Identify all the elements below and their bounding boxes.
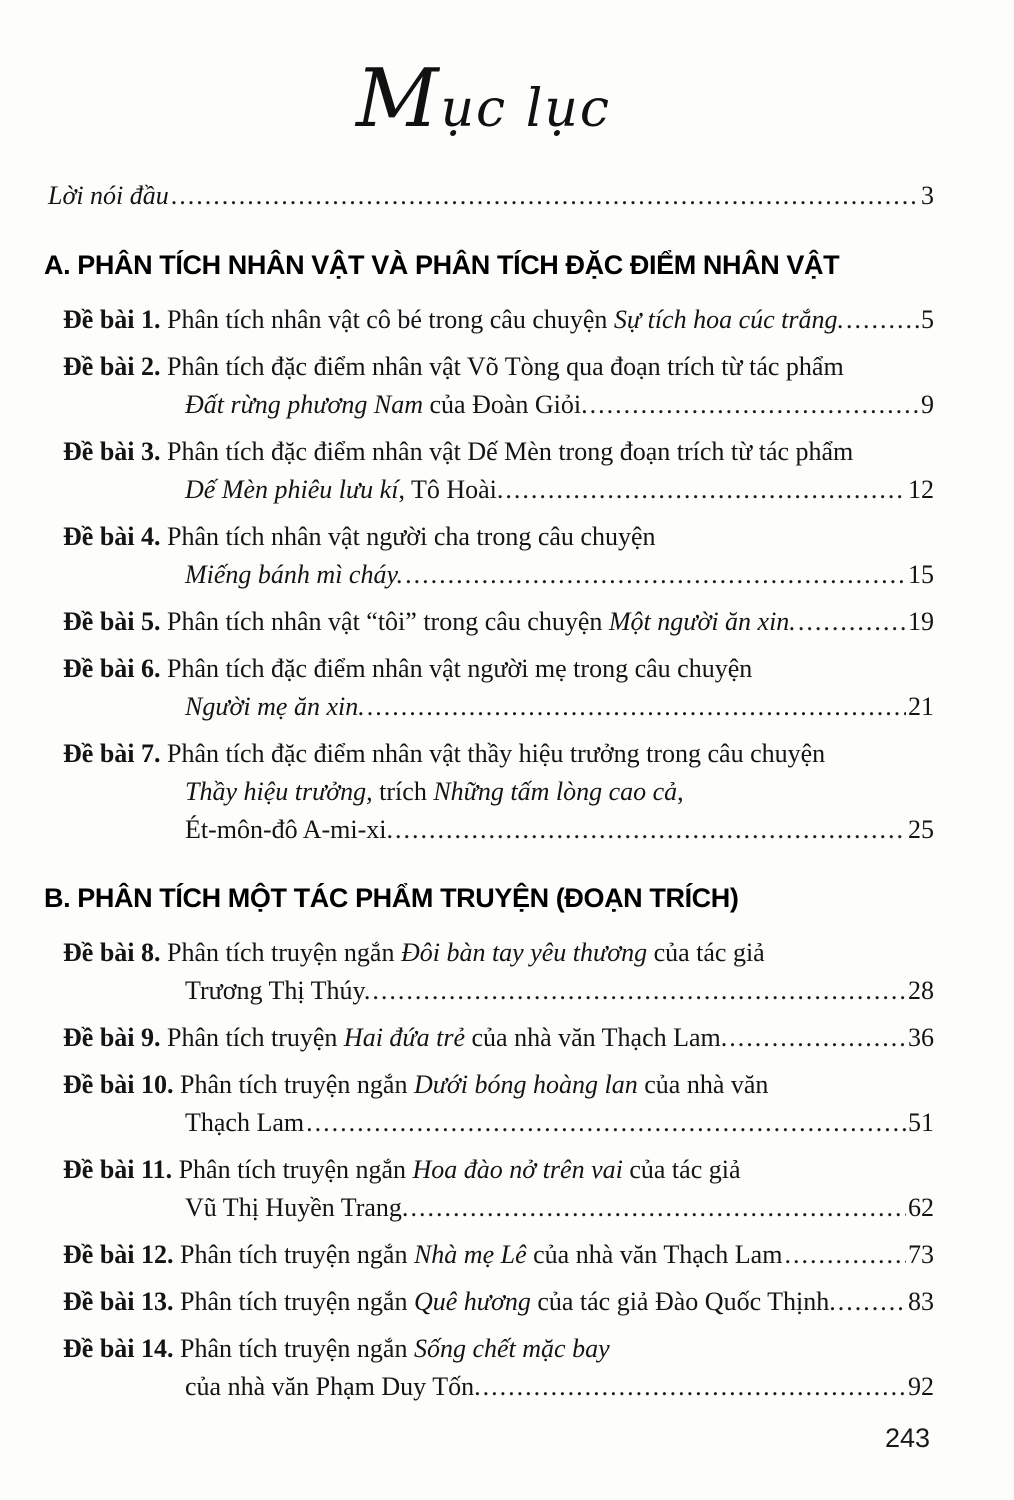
entry-description: Ét-môn-đô A-mi-xi. xyxy=(185,815,393,844)
toc-entry xyxy=(63,301,934,339)
toc-entry-text xyxy=(63,348,844,386)
toc-entry-line xyxy=(63,650,934,688)
entry-description: Trương Thị Thúy. xyxy=(185,976,371,1005)
toc-entry-text xyxy=(63,1151,741,1189)
work-title: Miếng bánh mì cháy. xyxy=(185,560,404,589)
entry-page-number: 25 xyxy=(908,815,934,844)
toc-entry-line xyxy=(63,1236,934,1274)
entry-label: Đề bài 6. xyxy=(63,654,161,683)
entry-page-number: 51 xyxy=(908,1108,934,1137)
work-title: Người mẹ ăn xin. xyxy=(185,692,365,721)
entry-description: của tác giả Đào Quốc Thịnh. xyxy=(530,1287,836,1316)
entry-page-number: 19 xyxy=(908,607,934,636)
toc-entry-line xyxy=(63,1066,934,1104)
entry-description: Phân tích truyện ngắn xyxy=(173,1240,414,1269)
section-heading: A. PHÂN TÍCH NHÂN VẬT VÀ PHÂN TÍCH ĐẶC ĐIỂM NHÂN VẬT xyxy=(44,250,840,280)
dot-leader xyxy=(483,1368,906,1406)
toc-entry-text xyxy=(185,556,403,594)
entry-page-number: 5 xyxy=(921,305,934,334)
entry-description: của nhà văn Thạch Lam xyxy=(526,1240,783,1269)
entry-label: Đề bài 13. xyxy=(63,1287,174,1316)
toc-entry xyxy=(63,1283,934,1321)
toc-entry-line xyxy=(63,1368,934,1406)
entry-description: Vũ Thị Huyền Trang. xyxy=(185,1193,409,1222)
work-title: Đôi bàn tay yêu thương xyxy=(400,938,648,967)
entry-page-number: 92 xyxy=(908,1372,934,1401)
toc-entry xyxy=(63,1330,934,1406)
entry-list xyxy=(63,301,934,849)
entry-label: Đề bài 7. xyxy=(63,739,161,768)
entry-page-number: 12 xyxy=(908,475,934,504)
toc-entry-text xyxy=(185,773,684,811)
toc-entry-line xyxy=(63,433,934,471)
folio-page-number: 243 xyxy=(884,1423,930,1453)
entry-label: Đề bài 12. xyxy=(63,1240,174,1269)
toc-entry xyxy=(63,1151,934,1227)
entry-list xyxy=(63,934,934,1406)
dot-leader xyxy=(729,1019,906,1057)
toc-entry-line xyxy=(63,735,934,773)
entry-label: Đề bài 10. xyxy=(63,1070,174,1099)
entry-label: Đề bài 5. xyxy=(63,607,161,636)
work-title: Hai đứa trẻ xyxy=(343,1023,465,1052)
toc-entry-line xyxy=(63,1283,934,1321)
dot-leader xyxy=(590,386,919,424)
entry-label: Đề bài 11. xyxy=(63,1155,173,1184)
toc-entry xyxy=(63,1066,934,1142)
entry-description: Phân tích truyện ngắn xyxy=(173,1334,414,1363)
work-title: Một người ăn xin. xyxy=(608,607,796,636)
entry-description: của nhà văn xyxy=(637,1070,769,1099)
entry-description: , Tô Hoài. xyxy=(398,475,504,504)
toc-entry-line xyxy=(63,972,934,1010)
entry-description: Phân tích truyện xyxy=(160,1023,344,1052)
entry-label: Đề bài 2. xyxy=(63,352,161,381)
entry-description: Phân tích truyện ngắn xyxy=(160,938,401,967)
toc-entry xyxy=(63,650,934,726)
toc-entry-text xyxy=(63,650,752,688)
entry-label: Đề bài 9. xyxy=(63,1023,161,1052)
entry-description: Phân tích nhân vật “tôi” trong câu chuyện xyxy=(160,607,609,636)
dot-leader xyxy=(405,556,906,594)
entry-page-number: 83 xyxy=(908,1287,934,1316)
entry-description: của nhà văn Phạm Duy Tốn. xyxy=(185,1372,481,1401)
preface-label: Lời nói đầu xyxy=(48,181,169,210)
entry-page-number: 15 xyxy=(908,560,934,589)
toc-entry xyxy=(63,348,934,424)
toc-entry xyxy=(63,735,934,849)
toc-sections xyxy=(44,250,934,1406)
work-title: Hoa đào nở trên vai xyxy=(412,1155,623,1184)
entry-label: Đề bài 8. xyxy=(63,938,161,967)
toc-entry-line xyxy=(63,688,934,726)
entry-description: của nhà văn Thạch Lam. xyxy=(464,1023,728,1052)
toc-entry-line xyxy=(63,811,934,849)
toc-entry xyxy=(63,518,934,594)
work-title: Sự tích hoa cúc trắng. xyxy=(613,305,845,334)
entry-description: trích xyxy=(372,777,434,806)
work-title: Đất rừng phương Nam xyxy=(185,390,423,419)
toc-entry xyxy=(63,433,934,509)
dot-leader xyxy=(798,603,906,641)
toc-entry-line xyxy=(63,1104,934,1142)
entry-label: Đề bài 3. xyxy=(63,437,161,466)
entry-page-number: 9 xyxy=(921,390,934,419)
toc-entry-line xyxy=(63,386,934,424)
toc-entry-text xyxy=(63,1066,768,1104)
dot-leader xyxy=(395,811,906,849)
entry-description: Phân tích nhân vật cô bé trong câu chuyện xyxy=(160,305,614,334)
entry-page-number: 21 xyxy=(908,692,934,721)
work-title: Quê hương xyxy=(413,1287,531,1316)
toc-entry-text xyxy=(185,972,370,1010)
toc-entry-line xyxy=(63,1019,934,1057)
toc-entry-text xyxy=(63,934,765,972)
toc-entry-line xyxy=(63,603,934,641)
entry-description: Phân tích truyện ngắn xyxy=(173,1287,414,1316)
entry-page-number: 62 xyxy=(908,1193,934,1222)
work-title: Sống chết mặc bay xyxy=(413,1334,610,1363)
dot-leader xyxy=(171,176,919,216)
work-title: Dưới bóng hoàng lan xyxy=(413,1070,638,1099)
toc-entry-line xyxy=(63,934,934,972)
entry-label: Đề bài 14. xyxy=(63,1334,174,1363)
toc-entry xyxy=(63,934,934,1010)
toc-entry-line xyxy=(63,1189,934,1227)
toc-entry-text xyxy=(185,471,503,509)
entry-description: Phân tích đặc điểm nhân vật Võ Tòng qua đoạn trích từ tác phẩm xyxy=(160,352,844,381)
dot-leader xyxy=(410,1189,906,1227)
toc-entry xyxy=(63,1236,934,1274)
toc-entry xyxy=(63,603,934,641)
toc-entry-line xyxy=(63,518,934,556)
toc-entry-text xyxy=(185,1189,408,1227)
entry-page-number: 36 xyxy=(908,1023,934,1052)
work-title: Thầy hiệu trưởng, xyxy=(185,777,373,806)
work-title: Nhà mẹ Lê xyxy=(413,1240,527,1269)
toc-entry-line xyxy=(63,1151,934,1189)
toc-entry-text xyxy=(63,735,825,773)
entry-page-number: 73 xyxy=(908,1240,934,1269)
dot-leader xyxy=(367,688,906,726)
preface-row xyxy=(48,176,934,216)
dot-leader xyxy=(846,301,919,339)
dot-leader xyxy=(306,1104,906,1142)
toc-entry-text xyxy=(63,518,655,556)
dot-leader xyxy=(784,1236,906,1274)
entry-description: Phân tích đặc điểm nhân vật Dế Mèn trong đoạn trích từ tác phẩm xyxy=(160,437,854,466)
toc-entry-line xyxy=(63,773,934,811)
entry-label: Đề bài 1. xyxy=(63,305,161,334)
work-title: Dế Mèn phiêu lưu kí xyxy=(185,475,399,504)
toc-entry-line xyxy=(63,556,934,594)
entry-description: Phân tích đặc điểm nhân vật thầy hiệu trưởng trong câu chuyện xyxy=(160,739,826,768)
toc-entry-text xyxy=(63,1283,836,1321)
entry-description: Phân tích đặc điểm nhân vật người mẹ trong câu chuyện xyxy=(160,654,753,683)
entry-description: của Đoàn Giỏi. xyxy=(422,390,588,419)
preface-page-number: 3 xyxy=(921,181,934,210)
entry-description: Thạch Lam xyxy=(185,1108,305,1137)
toc-entry-text xyxy=(185,688,365,726)
dot-leader xyxy=(505,471,906,509)
toc-entry-text xyxy=(185,1104,304,1142)
toc-entry-text xyxy=(63,1330,610,1368)
dot-leader xyxy=(838,1283,906,1321)
entry-description: , xyxy=(677,777,684,806)
work-title: Những tấm lòng cao cả xyxy=(433,777,678,806)
entry-description: Phân tích nhân vật người cha trong câu chuyện xyxy=(160,522,656,551)
entry-label: Đề bài 4. xyxy=(63,522,161,551)
toc-entry xyxy=(63,1019,934,1057)
page-title: Mục lục xyxy=(356,52,611,146)
entry-description: Phân tích truyện ngắn xyxy=(172,1155,413,1184)
toc-entry-text xyxy=(63,301,844,339)
entry-description: của tác giả xyxy=(622,1155,741,1184)
toc-entry-text xyxy=(185,811,393,849)
entry-description: của tác giả xyxy=(647,938,765,967)
toc-entry-text xyxy=(63,1019,727,1057)
toc-entry-text xyxy=(63,603,796,641)
toc-entry-text xyxy=(185,1368,481,1406)
section-heading: B. PHÂN TÍCH MỘT TÁC PHẨM TRUYỆN (ĐOẠN TRÍCH) xyxy=(44,883,739,913)
toc-entry-text xyxy=(185,386,588,424)
toc-entry-line xyxy=(63,348,934,386)
toc-entry-text xyxy=(63,1236,782,1274)
dot-leader xyxy=(372,972,906,1010)
toc-entry-text xyxy=(63,433,853,471)
entry-description: Phân tích truyện ngắn xyxy=(173,1070,414,1099)
toc-entry-line xyxy=(63,1330,934,1368)
toc-entry-line xyxy=(63,471,934,509)
toc-entry-line xyxy=(63,301,934,339)
entry-page-number: 28 xyxy=(908,976,934,1005)
